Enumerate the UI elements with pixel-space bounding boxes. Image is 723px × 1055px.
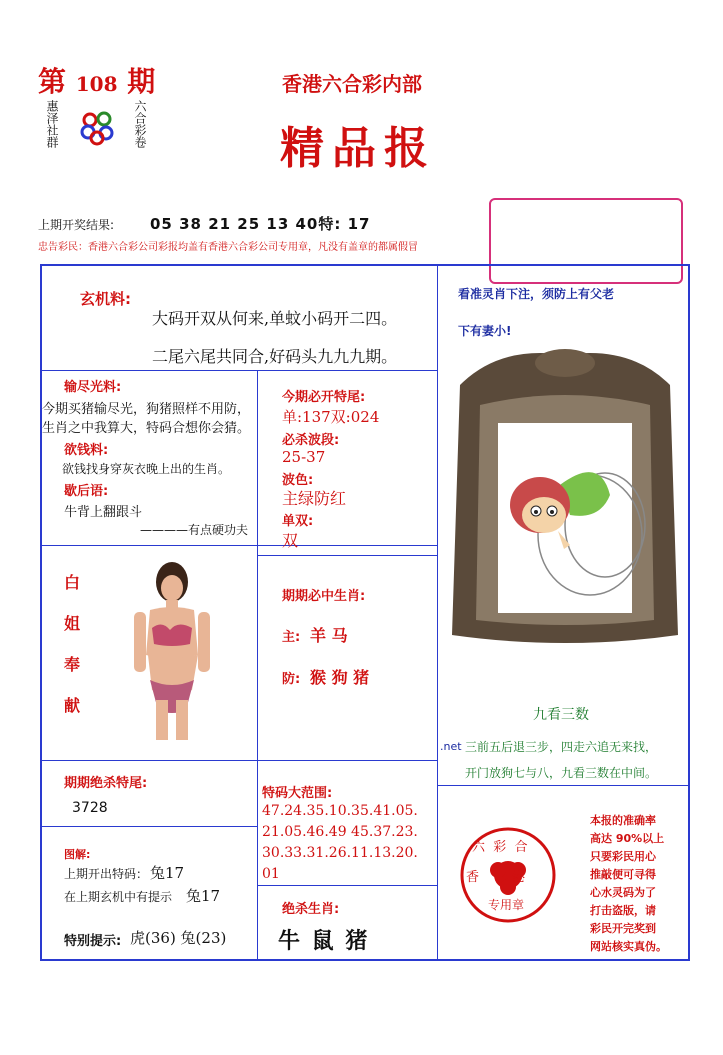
baijie-char-3: 奉: [64, 655, 81, 674]
bisha-tail-value: 3728: [72, 800, 108, 816]
accuracy-line-1: 本报的准确率: [590, 814, 656, 827]
xiehouyu-label: 歇后语:: [64, 484, 109, 499]
six-ring-logo-icon: [80, 110, 116, 146]
bose-value: 主绿防红: [282, 489, 347, 508]
tujie-label: 图解:: [64, 848, 91, 861]
accuracy-line-8: 网站核实真伪。: [590, 940, 667, 953]
bosha-label: 必杀波段:: [282, 433, 340, 448]
baijie-vertical: [64, 562, 84, 726]
tujie-line-1-value: 兔17: [150, 864, 185, 882]
xuanji-line-1: 大码开双从何来,单蚊小码开二四。: [152, 309, 398, 328]
xiehouyu-line-2: ————有点硬功夫: [140, 523, 249, 537]
stamp-top-text: 六 彩 合: [472, 840, 528, 855]
tema-fanwei-values: [262, 801, 418, 885]
tema-fanwei-line-4: 01: [262, 866, 280, 882]
issue-label: [38, 60, 155, 100]
net-label: .net: [440, 740, 462, 753]
accuracy-line-7: 彩民开完奖到: [590, 922, 656, 935]
accuracy-line-5: 心水灵码为了: [590, 886, 656, 899]
divider-mid-1: [257, 555, 437, 556]
shengxiao-main-label: 主:: [282, 630, 301, 645]
danshuang-label: 单双:: [282, 514, 314, 529]
header-vertical-right: [132, 100, 146, 148]
tujie-line-1-label: 上期开出特码：: [64, 867, 149, 881]
accuracy-line-4: 推敲便可寻得: [590, 868, 656, 881]
last-draw-label: 上期开奖结果:: [38, 218, 115, 232]
tema-fanwei-label: 特码大范围:: [262, 786, 333, 801]
divider-under-tail: [40, 826, 257, 827]
shengxiao-fang-value: 猴 狗 猪: [310, 668, 370, 687]
issue-number: 108: [75, 72, 118, 96]
divider-mid-3: [257, 885, 437, 886]
divider-middle-column: [257, 370, 258, 961]
header-vertical-left: [44, 100, 58, 148]
shujin-label: 输尽光料:: [64, 380, 122, 395]
juesha-value: 牛 鼠 猪: [278, 928, 370, 954]
bose-label: 波色:: [282, 473, 314, 488]
warning-notice: 忠告彩民：香港六合彩公司彩报均盖有香港六合彩公司专用章，凡没有盖章的都属假冒: [38, 242, 418, 253]
divider-under-xiehouyu: [40, 545, 437, 546]
shujin-text: 今期买猪输尽光，狗猪照样不用防，生肖之中我算大，特码合想你会猜。: [42, 402, 251, 436]
tujie-line-2-value: 兔17: [186, 887, 221, 905]
bizhong-shengxiao-label: 期期必中生肖:: [282, 589, 366, 604]
shengxiao-main-value: 羊 马: [310, 626, 348, 645]
juesha-label: 绝杀生肖:: [282, 902, 340, 917]
accuracy-notice: [590, 812, 667, 956]
xuanji-label: 玄机料:: [80, 290, 131, 308]
tema-fanwei-line-2: 21.05.46.49 45.37.23.: [262, 824, 418, 840]
vertical-right-text: 六合彩卷: [133, 100, 147, 148]
verse-title: 九看三数: [533, 707, 589, 723]
shengxiao-fang-label: 防:: [282, 672, 301, 687]
divider-right-1: [437, 785, 690, 786]
vertical-left-text: 惠泽社群: [45, 100, 59, 148]
tema-fanwei-line-3: 30.33.31.26.11.13.20.: [262, 845, 418, 861]
xiehouyu-line-1: 牛背上翻跟斗: [64, 505, 143, 520]
verse-line-1: 三前五后退三步，四走六追无来找，: [465, 740, 658, 754]
stamp-bottom-text: 专用章: [488, 898, 525, 912]
yuqian-label: 欲钱料:: [64, 443, 109, 458]
danshuang-value: 双: [282, 531, 299, 550]
model-photo: [120, 560, 220, 740]
yuqian-text: 欲钱找身穿灰衣晚上出的生肖。: [62, 462, 231, 476]
bizhong-te-value: 单:137双:024: [282, 408, 380, 426]
issue-suffix: 期: [127, 65, 156, 98]
bisha-tail-label: 期期绝杀特尾:: [64, 776, 148, 791]
xuanji-line-2: 二尾六尾共同合,好码头九九九期。: [152, 347, 398, 366]
divider-under-xuanji: [40, 370, 437, 371]
ornate-mirror-frame: [440, 345, 690, 655]
tujie-hint-value: 虎(36) 兔(23): [130, 929, 227, 947]
baijie-char-1: 白: [64, 573, 81, 592]
last-draw-numbers: 05 38 21 25 13 40特: 17: [150, 215, 371, 233]
header-title: 精品报: [280, 123, 436, 174]
tujie-line-2-label: 在上期玄机中有提示: [64, 890, 173, 904]
tujie-hint-label: 特别提示:: [64, 934, 122, 949]
accuracy-line-2: 高达 90%以上: [590, 832, 665, 845]
bizhong-te-label: 今期必开特尾:: [282, 390, 366, 405]
header-subtitle: 香港六合彩内部: [282, 72, 422, 96]
baijie-char-4: 献: [64, 696, 81, 715]
issue-prefix: 第: [38, 65, 67, 98]
bosha-value: 25-37: [282, 448, 326, 466]
verse-line-2: 开门放狗七与八，九看三数在中间。: [465, 766, 658, 780]
accuracy-line-6: 打击盗版，请: [590, 904, 656, 917]
divider-mid-2: [257, 760, 437, 761]
tema-fanwei-line-1: 47.24.35.10.35.41.05.: [262, 803, 418, 819]
divider-right-column: [437, 264, 438, 961]
baijie-char-2: 姐: [64, 614, 81, 633]
right-caption-2: 下有妻小!: [458, 324, 512, 338]
accuracy-line-3: 只要彩民用心: [590, 850, 656, 863]
right-caption-1: 看准灵肖下注，须防上有父老: [458, 287, 615, 301]
stamp-mid-text: 香 港: [466, 870, 526, 885]
divider-under-image: [40, 760, 257, 761]
